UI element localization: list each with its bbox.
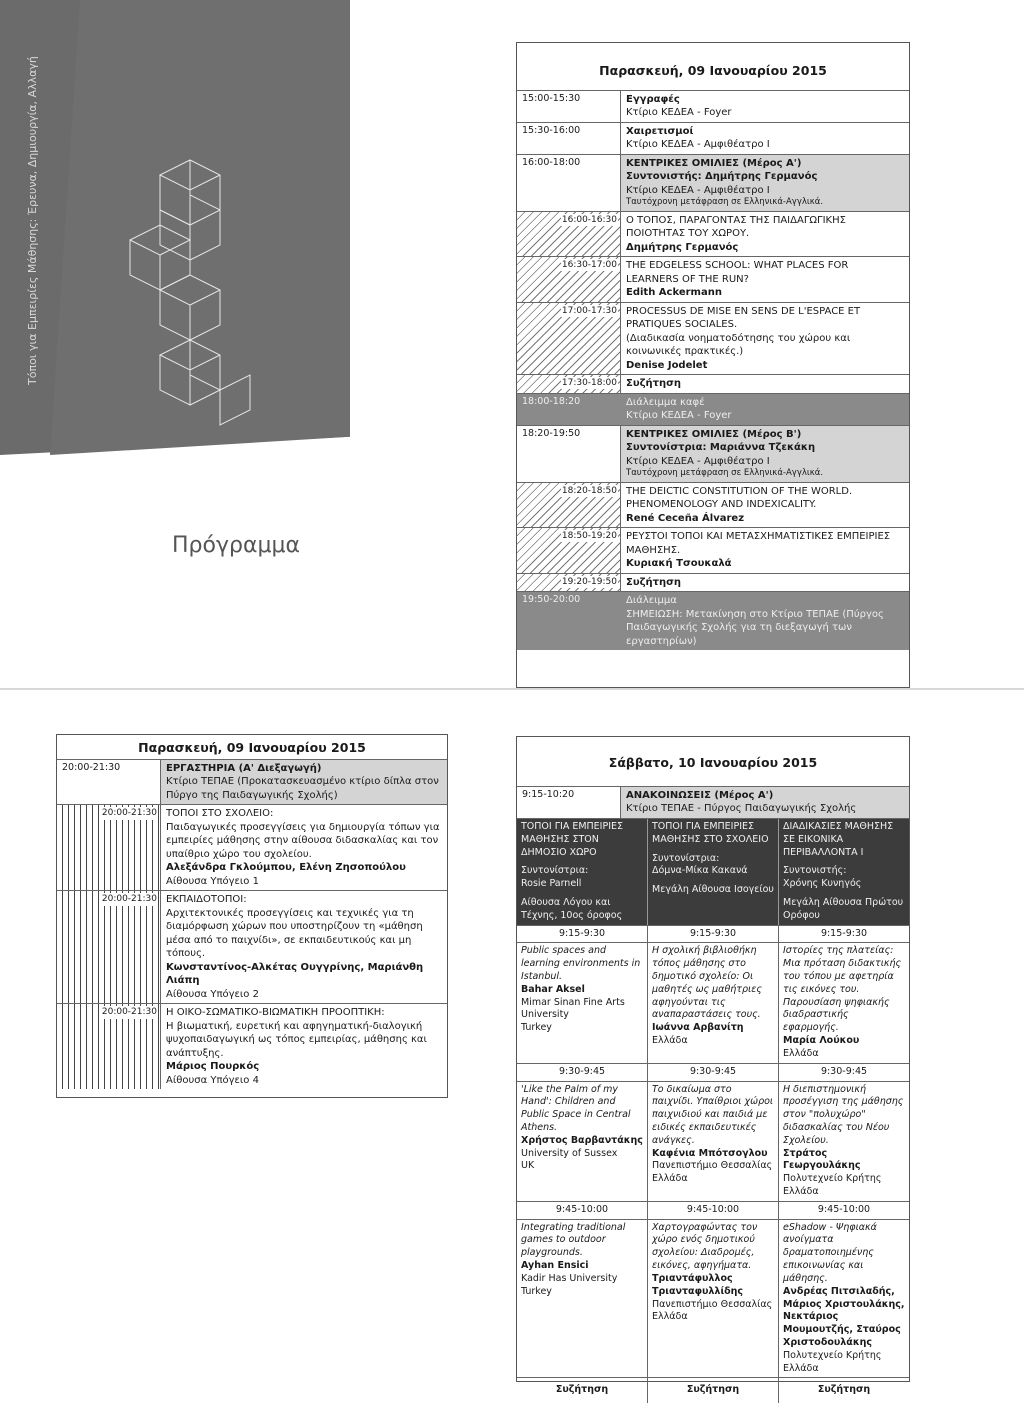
schedule-row [57, 890, 447, 1003]
schedule-row [517, 591, 909, 650]
schedule-row [517, 256, 909, 302]
saturday-schedule [516, 736, 910, 1396]
session-line: Συζήτηση [626, 378, 682, 390]
paper-author: Καφένια Μπότσογλου [652, 1147, 768, 1159]
session-line: ΕΡΓΑΣΤΗΡΙΑ (Α' Διεξαγωγή) [166, 762, 322, 774]
paper-affiliation: Ελλάδα [652, 1035, 688, 1047]
discussion-cell: Συζήτηση [647, 1378, 778, 1403]
session-line: Συντονίστρια: Μαριάννα Τζεκάκη [626, 442, 816, 454]
paper-affiliation: Πολυτεχνείο Κρήτης [783, 1349, 882, 1361]
slot-time: 9:30-9:45 [558, 1065, 606, 1077]
session-line: Κτίριο ΤΕΠΑΕ - Πύργος Παιδαγωγικής Σχολής [626, 803, 857, 815]
cover-side-text: Τόποι για Εμπειρίες Μάθησης: Έρευνα, Δημιουργία, Αλλαγή [26, 56, 39, 385]
session-line: Παιδαγωγικές προσεγγίσεις για δημιουργία τόπων για εμπειρίες μάθησης στην αίθουσα διδασκαλίας και τον υπαίθριο χώρο του σχολείου. [166, 821, 440, 860]
time-label: 16:00-16:30 [561, 214, 617, 225]
paper [647, 943, 778, 1062]
time-cell: 19:50-20:00 [522, 594, 581, 606]
slot-papers [517, 1082, 909, 1201]
paper [778, 1082, 909, 1201]
session-line: Αίθουσα Υπόγειο 4 [166, 1074, 259, 1086]
paper-affiliation: Πολυτεχνείο Κρήτης [783, 1173, 882, 1185]
session-line: Ταυτόχρονη μετάφραση σε Ελληνικά-Αγγλικά. [626, 468, 824, 479]
paper-affiliation: Ελλάδα [783, 1047, 819, 1059]
paper-author: Ayhan Ensici [521, 1260, 589, 1272]
paper [517, 943, 647, 1062]
slot-time: 9:15-9:30 [778, 926, 909, 943]
session-line: Η βιωματική, ευρετική και αφηγηματική-διαλογική ψυχοπαιδαγωγική ως τόπος εμπειρίας, μάθησης και ανάπτυξης. [166, 1020, 427, 1059]
session-line: Κτίριο ΚΕΔΕΑ - Αμφιθέατρο Ι [626, 184, 770, 196]
schedule-row [57, 1003, 447, 1089]
slot-time: 9:15-9:30 [647, 926, 778, 943]
session-cell [621, 528, 909, 573]
session-line: Denise Jodelet [626, 359, 708, 371]
schedule-title: Παρασκευή, 09 Ιανουαρίου 2015 [599, 63, 827, 78]
session-line: Ταυτόχρονη μετάφραση σε Ελληνικά-Αγγλικά. [626, 197, 824, 208]
time-label: 20:00-21:30 [101, 808, 157, 819]
time-cell [57, 891, 161, 1003]
time-cell: 15:30-16:00 [517, 123, 621, 154]
time-cell [57, 1004, 161, 1089]
session-line: Κτίριο ΚΕΔΕΑ - Αμφιθέατρο Ι [626, 455, 770, 467]
paper-title: Integrating traditional games to outdoor playgrounds. [521, 1221, 626, 1259]
slot-time: 9:30-9:45 [778, 1064, 909, 1081]
paper-title: eShadow - Ψηφιακά ανοίγματα δραματοποιημένης επικοινωνίας και μάθησης. [783, 1221, 877, 1284]
cubes-illustration [120, 150, 260, 430]
track-name: ΔΙΑΔΙΚΑΣΙΕΣ ΜΑΘΗΣΗΣ ΣΕ ΕΙΚΟΝΙΚΑ ΠΕΡΙΒΑΛΛΟΝΤΑ Ι [783, 820, 894, 858]
slot-papers [517, 943, 909, 1062]
session-line: Αίθουσα Υπόγειο 2 [166, 988, 259, 1000]
track-chair: Rosie Parnell [521, 878, 582, 890]
paper-title: 'Like the Palm of my Hand': Children and Public Space in Central Athens. [521, 1083, 631, 1133]
schedule-row [517, 154, 909, 211]
paper-affiliation: Ελλάδα [783, 1362, 819, 1374]
schedule-row [517, 573, 909, 592]
session-cell [621, 91, 909, 122]
session-line: Διάλειμμα [626, 595, 677, 607]
time-cell: 15:00-15:30 [517, 91, 621, 122]
schedule-row [517, 786, 909, 818]
paper-title: Χαρτογραφώντας τον χώρο ενός δημοτικού σχολείου: Διαδρομές, εικόνες, αφηγήματα. [652, 1221, 758, 1272]
paper-title: Η διεπιστημονική προσέγγιση της μάθησης στον "πολυχώρο" διδασκαλίας του Νέου Σχολείου. [783, 1083, 904, 1146]
time-cell: 20:00-21:30 [57, 760, 161, 805]
time-label: 19:20-19:50 [561, 576, 617, 587]
session-line: ΚΕΝΤΡΙΚΕΣ ΟΜΙΛΙΕΣ (Μέρος Β') [626, 428, 802, 440]
session-line: Η ΟΙΚΟ-ΣΩΜΑΤΙΚΟ-ΒΙΩΜΑΤΙΚΗ ΠΡΟΟΠΤΙΚΗ: [166, 1007, 385, 1019]
schedule-row [517, 122, 909, 154]
paper-affiliation: Mimar Sinan Fine Arts University [521, 996, 625, 1021]
session-line: (Διαδικασία νοηματοδότησης του χώρου και κοινωνικές πρακτικές.) [626, 332, 851, 358]
session-cell [621, 394, 909, 425]
track-room: Αίθουσα Λόγου και Τέχνης, 10ος όροφος [521, 896, 623, 921]
track-room: Μεγάλη Αίθουσα Πρώτου Ορόφου [783, 896, 904, 921]
session-line: Μάριος Πουρκός [166, 1061, 260, 1073]
time-cell [517, 574, 621, 592]
paper-author: Ιωάννα Αρβανίτη [652, 1022, 744, 1034]
discussion-cell: Συζήτηση [778, 1378, 909, 1403]
paper-affiliation: University of Sussex [521, 1147, 618, 1159]
session-line: THE DEICTIC CONSTITUTION OF THE WORLD. PHENOMENOLOGY AND INDEXICALITY. [626, 485, 853, 511]
paper-affiliation: Turkey [521, 1022, 552, 1034]
session-line: Δημήτρης Γερμανός [626, 241, 739, 253]
slot-time: 9:45-10:00 [778, 1202, 909, 1219]
session-cell [161, 891, 447, 1003]
time-label: 20:00-21:30 [101, 894, 157, 905]
slot-papers [517, 1220, 909, 1378]
paper-affiliation: Πανεπιστήμιο Θεσσαλίας [652, 1160, 773, 1172]
paper [517, 1082, 647, 1201]
paper [647, 1220, 778, 1378]
session-line: Συζήτηση [626, 576, 682, 588]
time-cell: 9:15-10:20 [517, 787, 621, 818]
session-line: Κτίριο ΤΕΠΑΕ (Προκατασκευασμένο κτίριο δίπλα στον Πύργο της Παιδαγωγικής Σχολής) [166, 776, 439, 801]
session-line: Κυριακή Τσουκαλά [626, 558, 732, 570]
paper [517, 1220, 647, 1378]
paper-affiliation: Turkey [521, 1285, 552, 1297]
discussion-cell: Συζήτηση [555, 1384, 609, 1396]
schedule-row [517, 302, 909, 375]
session-line: ΣΗΜΕΙΩΣΗ: Μετακίνηση στο Κτίριο ΤΕΠΑΕ (Πύργος Παιδαγωγικής Σχολής για τη διεξαγωγή των εργαστηρίων) [626, 608, 884, 647]
time-cell: 16:00-18:00 [517, 155, 621, 211]
time-label: 18:20-18:50 [561, 485, 617, 496]
schedule-title: Σάββατο, 10 Ιανουαρίου 2015 [608, 755, 818, 770]
session-cell [161, 805, 447, 890]
session-line: Αρχιτεκτονικές προσεγγίσεις και τεχνικές για τη διαμόρφωση χώρων που υποστηρίζουν τη «μάθηση μέσα από το παιχνίδι», σε εκπαιδευτικούς και μη τόπους. [166, 907, 423, 960]
session-line: Κτίριο ΚΕΔΕΑ - Αμφιθέατρο Ι [626, 139, 770, 151]
time-label: 18:50-19:20 [561, 531, 617, 542]
paper-author: Στράτος Γεωργουλάκης [783, 1147, 861, 1172]
session-cell [621, 303, 909, 375]
fold-line [0, 688, 1024, 690]
session-line: Αίθουσα Υπόγειο 1 [166, 875, 259, 887]
time-cell [517, 528, 621, 573]
session-line: Κτίριο ΚΕΔΕΑ - Foyer [626, 410, 732, 422]
paper-title: Public spaces and learning environments in Istanbul. [521, 945, 641, 982]
track-room: Μεγάλη Αίθουσα Ισογείου [652, 884, 774, 896]
session-cell [621, 155, 909, 211]
cover-title: Πρόγραμμα [172, 533, 300, 558]
session-line: ΚΕΝΤΡΙΚΕΣ ΟΜΙΛΙΕΣ (Μέρος Α') [626, 157, 802, 169]
time-label: 16:30-17:00 [561, 260, 617, 271]
friday-afternoon-schedule [516, 42, 910, 688]
paper [778, 943, 909, 1062]
time-cell [517, 257, 621, 302]
schedule-row [57, 759, 447, 805]
track-chair-label: Συντονίστρια: [521, 865, 589, 877]
discussion-row [517, 1377, 909, 1403]
schedule-row [517, 211, 909, 257]
session-line: Εγγραφές [626, 93, 680, 105]
track-headers [517, 818, 909, 925]
paper-affiliation: Πανεπιστήμιο Θεσσαλίας [652, 1298, 773, 1310]
time-cell [517, 375, 621, 393]
track-chair: Χρόνης Κυνηγός [783, 878, 862, 890]
session-line: ΡΕΥΣΤΟΙ ΤΟΠΟΙ ΚΑΙ ΜΕΤΑΣΧΗΜΑΤΙΣΤΙΚΕΣ ΕΜΠΕΙΡΙΕΣ ΜΑΘΗΣΗΣ. [626, 531, 891, 556]
session-cell [621, 123, 909, 154]
paper-author: Μαρία Λούκου [783, 1035, 860, 1047]
session-line: ΕΚΠΑΙΔΟΤΟΠΟΙ: [166, 894, 247, 906]
session-cell [621, 483, 909, 528]
track-header [647, 819, 778, 925]
track-header [517, 819, 647, 925]
slot-times [517, 1201, 909, 1220]
track-name: ΤΟΠΟΙ ΓΙΑ ΕΜΠΕΙΡΙΕΣ ΜΑΘΗΣΗΣ ΣΤΟΝ ΔΗΜΟΣΙΟ ΧΩΡΟ [521, 820, 624, 858]
session-cell [161, 1004, 447, 1089]
slot-time: 9:15-9:30 [558, 927, 606, 939]
paper-author: Ανδρέας Πιτσιλαδής, Μάριος Χριστουλάκης, Νεκτάριος Μουμουτζής, Σταύρος Χριστοδουλάκης [783, 1285, 905, 1348]
paper-affiliation: UK [521, 1160, 535, 1172]
schedule-row [517, 374, 909, 393]
schedule-row [517, 482, 909, 528]
paper-affiliation: Ελλάδα [652, 1311, 688, 1323]
paper-title: Η σχολική βιβλιοθήκη τόπος μάθησης στο δημοτικό σχολείο: Οι μαθητές ως μαθήτριες αφηγούνται τις αναπαραστάσεις τους. [652, 945, 762, 1021]
paper-title: Ιστορίες της πλατείας: Μια πρόταση διδακτικής του τόπου με αφετηρία τις εικόνες του. Παρουσίαση ψηφιακής διαδραστικής εφαρμογής. [783, 945, 902, 1034]
time-cell [57, 805, 161, 890]
session-cell [621, 592, 909, 650]
session-cell [161, 760, 447, 805]
paper [778, 1220, 909, 1378]
session-cell [621, 375, 909, 393]
paper-affiliation: Ελλάδα [652, 1173, 688, 1185]
session-cell [621, 212, 909, 257]
track-name: ΤΟΠΟΙ ΓΙΑ ΕΜΠΕΙΡΙΕΣ ΜΑΘΗΣΗΣ ΣΤΟ ΣΧΟΛΕΙΟ [652, 820, 769, 845]
paper-author: Bahar Aksel [521, 983, 585, 995]
track-chair-label: Συντονιστής: [783, 865, 847, 877]
session-cell [621, 426, 909, 482]
paper-author: Τριαντάφυλλος Τριανταφυλλίδης [652, 1272, 744, 1297]
session-line: THE EDGELESS SCHOOL: WHAT PLACES FOR LEARNERS OF THE RUN? [626, 260, 849, 285]
session-line: ΤΟΠΟΙ ΣΤΟ ΣΧΟΛΕΙΟ: [166, 808, 274, 820]
session-line: Κωνσταντίνος-Αλκέτας Ουγγρίνης, Μαριάνθη Λιάπη [166, 961, 424, 987]
time-cell [517, 212, 621, 257]
paper-author: Χρήστος Βαρβαντάκης [521, 1134, 643, 1146]
slot-time: 9:30-9:45 [647, 1064, 778, 1081]
slot-time: 9:45-10:00 [555, 1203, 609, 1215]
session-cell [621, 257, 909, 302]
session-line: Αλεξάνδρα Γκλούμπου, Ελένη Ζησοπούλου [166, 862, 406, 874]
slot-times [517, 925, 909, 944]
time-label: 17:30-18:00 [561, 378, 617, 389]
session-line: ΑΝΑΚΟΙΝΩΣΕΙΣ (Μέρος Α') [626, 789, 774, 801]
schedule-row [517, 393, 909, 425]
time-cell [517, 303, 621, 375]
session-cell [621, 574, 909, 592]
session-line: PROCESSUS DE MISE EN SENS DE L'ESPACE ET PRATIQUES SOCIALES. [626, 305, 861, 331]
schedule-row [57, 804, 447, 890]
session-line: Κτίριο ΚΕΔΕΑ - Foyer [626, 107, 732, 119]
session-line: Συντονιστής: Δημήτρης Γερμανός [626, 171, 818, 183]
session-line: Διάλειμμα καφέ [626, 396, 705, 408]
paper [647, 1082, 778, 1201]
session-line: Χαιρετισμοί [626, 125, 694, 137]
paper-title: Το δικαίωμα στο παιχνίδι. Υπαίθριοι χώροι παιχνιδιού και παιδιά με ειδικές εκπαιδευτικές ανάγκες. [652, 1083, 774, 1146]
track-chair-label: Συντονίστρια: [652, 852, 720, 864]
time-cell [517, 483, 621, 528]
schedule-title: Παρασκευή, 09 Ιανουαρίου 2015 [138, 740, 366, 755]
schedule-row [517, 90, 909, 122]
time-cell: 18:20-19:50 [517, 426, 621, 482]
slot-times [517, 1063, 909, 1082]
paper-affiliation: Kadir Has University [521, 1272, 618, 1284]
schedule-row [517, 527, 909, 573]
time-label: 17:00-17:30 [561, 305, 617, 316]
schedule-row [517, 425, 909, 482]
slot-time: 9:45-10:00 [647, 1202, 778, 1219]
session-line: Edith Ackermann [626, 287, 722, 299]
time-cell: 18:00-18:20 [522, 395, 581, 407]
friday-evening-schedule [56, 734, 448, 1098]
time-label: 20:00-21:30 [101, 1007, 157, 1018]
session-line: René Ceceña Álvarez [626, 512, 745, 524]
session-line: Ο ΤΟΠΟΣ, ΠΑΡΑΓΟΝΤΑΣ ΤΗΣ ΠΑΙΔΑΓΩΓΙΚΗΣ ΠΟΙΟΤΗΤΑΣ ΤΟΥ ΧΩΡΟΥ. [626, 214, 846, 240]
paper-affiliation: Ελλάδα [783, 1186, 819, 1197]
track-header [778, 819, 909, 925]
track-chair: Δόμνα-Μίκα Κακανά [652, 865, 748, 877]
session-cell [621, 787, 909, 818]
